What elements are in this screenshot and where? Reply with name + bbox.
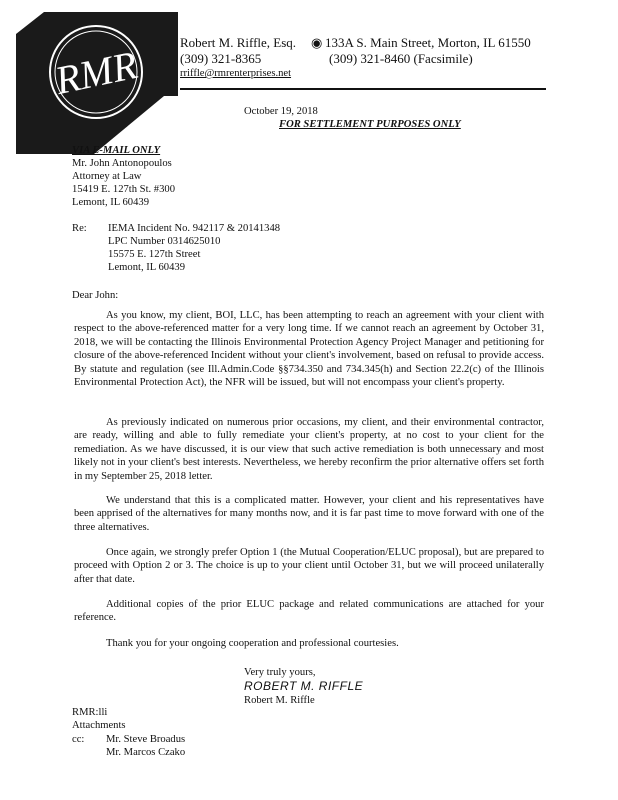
rmr-logo: [14, 6, 180, 156]
letter-date: October 19, 2018: [244, 106, 318, 117]
cc-recipient: Mr. Marcos Czako: [106, 747, 186, 758]
body-paragraph-6: Thank you for your ongoing cooperation and professional courtesies.: [106, 638, 399, 649]
office-fax: (309) 321-8460 (Facsimile): [329, 51, 473, 66]
location-marker-icon: ◉: [311, 35, 323, 50]
body-paragraph-2: As previously indicated on numerous prior occasions, my client, and their environmental contractor, are ready, willing and able to fully remediate your client's property, at no cost to your client for the remediation. As we have discussed, it is our view that such active remediation is both unnecessary and most likely not in your client's best interests. Nevertheless, we hereby reconfirm the prior alternative offers set forth in my September 25, 2018 letter.: [74, 417, 544, 482]
signature: ROBERT M. RIFFLE: [244, 679, 364, 693]
re-line-1: IEMA Incident No. 942117 & 20141348: [108, 223, 281, 234]
settlement-note: FOR SETTLEMENT PURPOSES ONLY: [279, 119, 461, 130]
re-label: Re:: [72, 223, 87, 234]
body-paragraph-4: Once again, we strongly prefer Option 1 (the Mutual Cooperation/ELUC proposal), but are prepared to proceed with Option 2 or 3. The choice is up to your client until October 31, but we will proceed unilaterally after that date.: [74, 547, 544, 585]
logo-text: RMR: [51, 41, 141, 104]
letterhead-rule: [180, 88, 546, 90]
signer-name: Robert M. Riffle: [244, 695, 315, 706]
recipient-address-1: 15419 E. 127th St. #300: [72, 184, 175, 195]
re-line-3: 15575 E. 127th Street: [108, 249, 201, 260]
recipient-name: Mr. John Antonopoulos: [72, 158, 172, 169]
cc-recipient: Mr. Steve Broadus: [106, 734, 186, 745]
body-paragraph-5: Additional copies of the prior ELUC package and related communications are attached for your reference.: [74, 599, 544, 624]
body-paragraph-3: We understand that this is a complicated matter. However, your client and his representatives have been apprised of the alternatives for many months now, and it is far past time to move forward with one of the three alternatives.: [74, 495, 544, 533]
office-phone: (309) 321-8365: [180, 51, 262, 66]
recipient-title: Attorney at Law: [72, 171, 142, 182]
salutation: Dear John:: [72, 290, 119, 301]
delivery-method: VIA E-MAIL ONLY: [72, 145, 161, 156]
cc-label: cc:: [72, 734, 85, 745]
closing: Very truly yours,: [244, 667, 316, 678]
re-line-4: Lemont, IL 60439: [108, 262, 185, 273]
re-line-2: LPC Number 0314625010: [108, 236, 221, 247]
attorney-name: Robert M. Riffle, Esq.: [180, 35, 297, 50]
email-link[interactable]: rriffle@rmrenterprises.net: [180, 68, 292, 79]
recipient-address-2: Lemont, IL 60439: [72, 197, 149, 208]
initials: RMR:lli: [72, 707, 108, 718]
body-paragraph-1: As you know, my client, BOI, LLC, has been attempting to reach an agreement with your client with respect to the above-referenced matter for a very long time. If we cannot reach an agreement by October 31, 2018, we will be contacting the Illinois Environmental Protection Agency Project Manager and petitioning for closure of the above-referenced Incident without your client's involvement, based on refusal to provide access. By statute and regulation (see Ill.Admin.Code §§734.350 and 734.345(h) and Section 22.2(c) of the Illinois Environmental Protection Act), the NFR will be issued, but will not encompass your client's property.: [74, 310, 544, 389]
office-address: 133A S. Main Street, Morton, IL 61550: [325, 35, 531, 50]
attachments-note: Attachments: [72, 720, 126, 731]
